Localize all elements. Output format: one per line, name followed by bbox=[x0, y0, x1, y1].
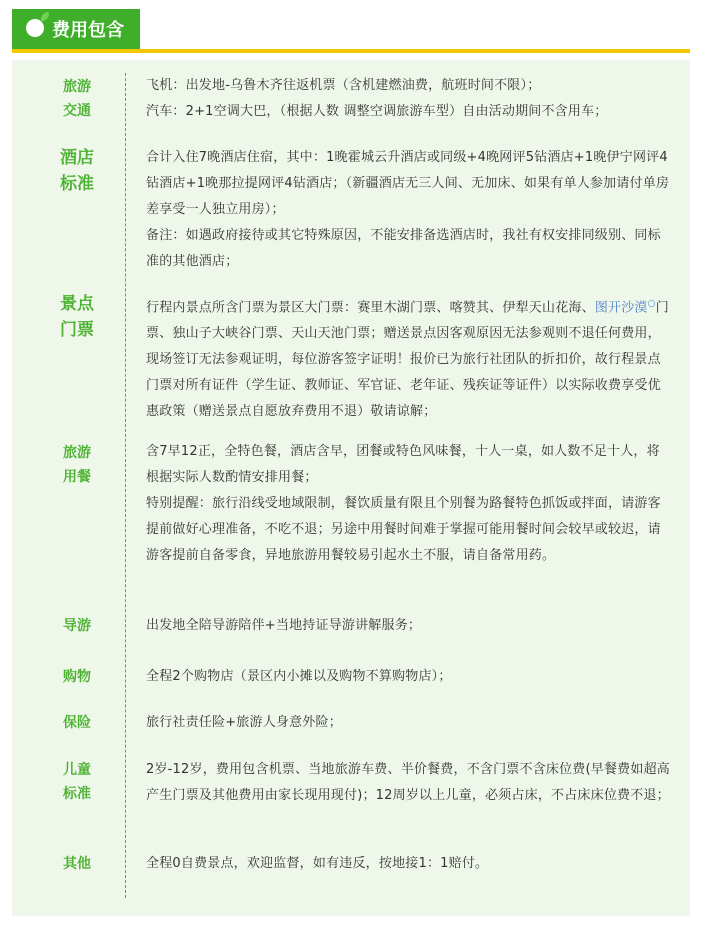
row-label-line: 酒店 bbox=[60, 148, 94, 168]
paragraph: 2岁-12岁，费用包含机票、当地旅游车费、半价餐费，不含门票不含床位费(早餐费如超高产生门票及其他费用由家长现用现付)；12周岁以上儿童，必须占床，不占床床位费不退； bbox=[146, 762, 670, 803]
row-label-line: 购物 bbox=[63, 669, 91, 685]
dashed-divider bbox=[125, 73, 126, 898]
paragraph: 含7早12正，全特色餐，酒店含早，团餐或特色风味餐，十人一桌，如人数不足十人，将根据实际人数酌情安排用餐； bbox=[146, 444, 660, 485]
paragraph: 合计入住7晚酒店住宿，其中：1晚霍城云升酒店或同级+4晚网评5钻酒店+1晚伊宁网评4钻酒店+1晚那拉提网评4钻酒店；（新疆酒店无三人间、无加床、如果有单人参加请付单房差享受一人独立用房）； bbox=[146, 150, 670, 217]
row-content-transport bbox=[146, 73, 672, 125]
paragraph: 全程2个购物店（景区内小摊以及购物不算购物店）； bbox=[146, 669, 452, 684]
section-title-tag bbox=[12, 9, 140, 49]
row-label-line: 旅游 bbox=[63, 79, 91, 95]
row-label-transport bbox=[50, 75, 104, 123]
row-label-line: 标准 bbox=[60, 174, 94, 194]
row-label-line: 交通 bbox=[63, 103, 91, 119]
paragraph: 飞机：出发地-乌鲁木齐往返机票（含机建燃油费，航班时间不限）； bbox=[146, 78, 541, 93]
row-label-guide bbox=[50, 614, 104, 638]
row-content-children bbox=[146, 757, 672, 809]
row-label-meals bbox=[50, 441, 104, 489]
row-content-tickets bbox=[146, 291, 672, 425]
desert-link[interactable]: 图开沙漠 bbox=[594, 300, 648, 316]
row-label-tickets bbox=[50, 291, 104, 343]
row-content-hotel bbox=[146, 145, 672, 275]
badge-circle-icon bbox=[26, 19, 44, 37]
row-label-line: 其他 bbox=[63, 856, 91, 872]
title-underline bbox=[12, 49, 690, 53]
row-content-guide bbox=[146, 613, 672, 639]
row-label-line: 用餐 bbox=[63, 469, 91, 485]
row-content-other bbox=[146, 851, 672, 877]
row-label-shopping bbox=[50, 665, 104, 689]
paragraph: 出发地全陪导游陪伴+当地持证导游讲解服务； bbox=[146, 618, 422, 633]
row-label-line: 旅游 bbox=[63, 445, 91, 461]
row-label-children bbox=[50, 758, 104, 806]
row-label-line: 保险 bbox=[63, 715, 91, 731]
row-label-other bbox=[50, 852, 104, 876]
paragraph: 旅行社责任险+旅游人身意外险； bbox=[146, 715, 342, 730]
row-label-line: 儿童 bbox=[63, 762, 91, 778]
row-label-line: 导游 bbox=[63, 618, 91, 634]
leaf-badge-icon bbox=[39, 12, 51, 22]
paragraph: 全程0自费景点，欢迎监督，如有违反，按地接1：1赔付。 bbox=[146, 856, 489, 871]
row-label-line: 标准 bbox=[63, 786, 91, 802]
ticket-text: 行程内景点所含门票为景区大门票：赛里木湖门票、喀赞其、伊犁天山花海、 bbox=[146, 300, 595, 316]
row-content-meals bbox=[146, 439, 672, 569]
section-title: 费用包含 bbox=[52, 20, 124, 41]
row-content-shopping bbox=[146, 664, 672, 690]
row-content-insurance bbox=[146, 710, 672, 736]
paragraph: 汽车：2+1空调大巴，（根据人数 调整空调旅游车型）自由活动期间不含用车； bbox=[146, 104, 608, 119]
section-header bbox=[12, 9, 140, 49]
row-label-line: 门票 bbox=[60, 320, 94, 340]
row-label-hotel bbox=[50, 145, 104, 197]
paragraph: 备注：如遇政府接待或其它特殊原因，不能安排备选酒店时，我社有权安排同级别、同标准的其他酒店； bbox=[146, 228, 661, 269]
row-label-line: 景点 bbox=[60, 294, 94, 314]
ticket-text: 门票、独山子大峡谷门票、天山天池门票；赠送景点因客观原因无法参观则不退任何费用，现场签订无法参观证明，每位游客签字证明！报价已为旅行社团队的折扣价，故行程景点门票对所有证件（学生证、教师证、军官证、老年证、残疾证等证件）以实际收费享受优惠政策（赠送景点自愿放弃费用不退）敬请谅解； bbox=[146, 300, 669, 420]
paragraph: 特别提醒：旅行沿线受地域限制，餐饮质量有限且个别餐为路餐特色抓饭或拌面，请游客提前做好心理准备，不吃不退；另途中用餐时间难于掌握可能用餐时间会较早或较迟，请游客提前自备零食，异地旅游用餐较易引起水土不服，请自备常用药。 bbox=[146, 496, 661, 563]
search-small-icon: ○ bbox=[647, 299, 656, 309]
row-label-insurance bbox=[50, 711, 104, 735]
